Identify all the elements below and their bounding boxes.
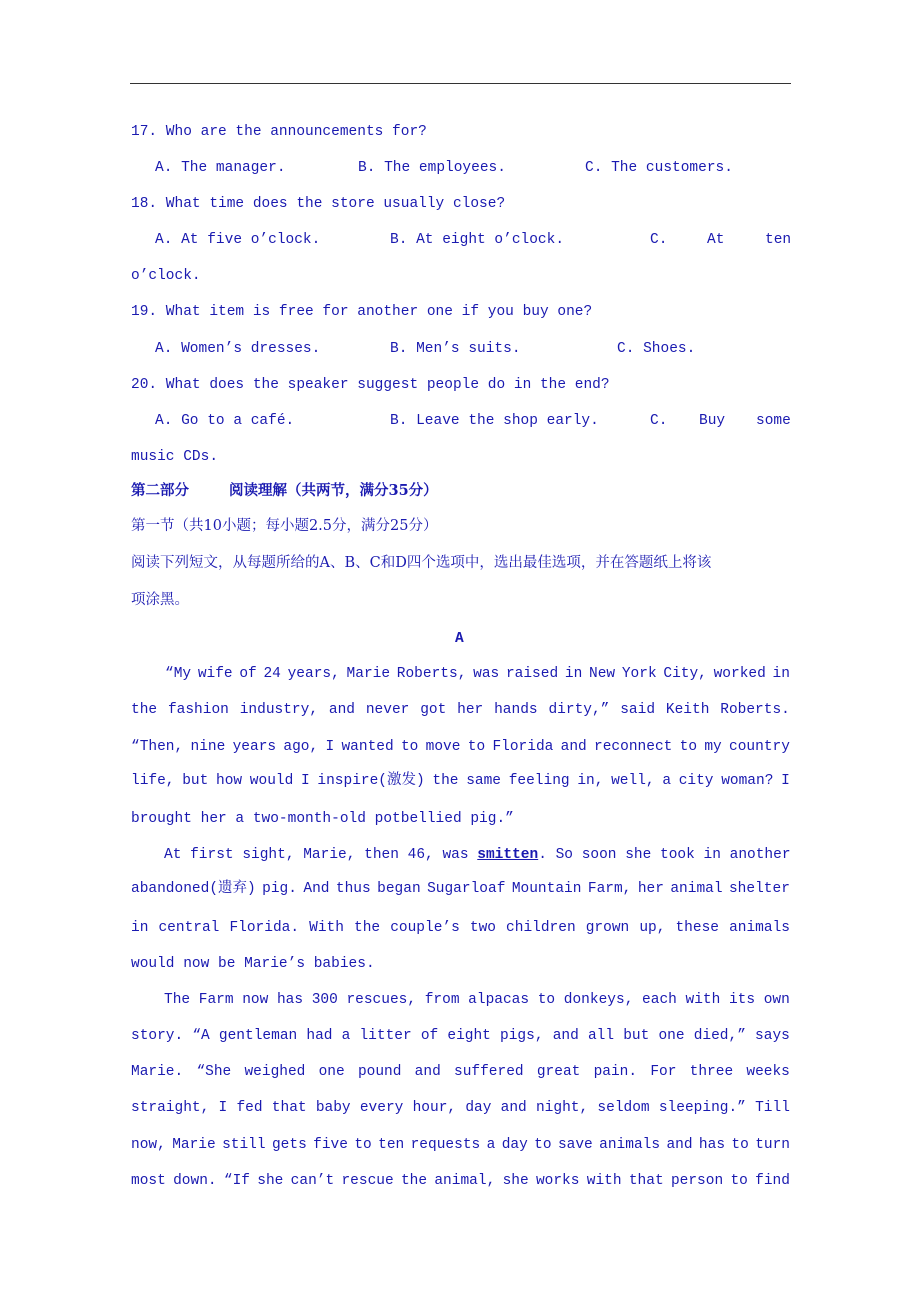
- word: New: [589, 666, 616, 682]
- word: and: [328, 702, 355, 718]
- word: and: [666, 1137, 693, 1153]
- word: wanted: [341, 739, 394, 755]
- question-20-option-c-continued: music CDs.: [131, 449, 219, 465]
- passage-line: [131, 737, 790, 757]
- word: these: [675, 920, 719, 936]
- word: a: [662, 773, 672, 789]
- word: grown: [585, 920, 630, 936]
- word: own: [763, 992, 790, 1008]
- word: baby: [315, 1100, 351, 1116]
- word: animal: [670, 881, 723, 897]
- passage-line: [131, 1171, 790, 1191]
- word: got: [420, 702, 447, 718]
- word: pig.: [262, 881, 297, 897]
- word: three: [689, 1064, 734, 1080]
- part-title: 阅读理解（共两节，满分35分）: [229, 482, 438, 499]
- word: gentleman: [218, 1028, 298, 1044]
- word: pain.: [593, 1064, 638, 1080]
- word: in: [564, 666, 583, 682]
- question-18-option-b: B. At eight o’clock.: [390, 232, 565, 248]
- word: dirty,”: [548, 702, 610, 718]
- word: that: [271, 1100, 307, 1116]
- question-20-option-a: A. Go to a café.: [155, 413, 295, 429]
- word: “My: [165, 666, 192, 682]
- word: works: [535, 1173, 580, 1189]
- passage-line: [131, 771, 790, 791]
- word: Florida.: [229, 920, 300, 936]
- word: I: [218, 1100, 228, 1116]
- word: began: [377, 881, 421, 897]
- word: industry,: [239, 702, 319, 718]
- word: years,: [287, 666, 340, 682]
- word: Roberts.: [720, 702, 790, 718]
- word: five: [313, 1137, 348, 1153]
- word: to: [537, 992, 556, 1008]
- word: thus: [335, 881, 371, 897]
- word: great: [536, 1064, 581, 1080]
- word: seldom: [597, 1100, 650, 1116]
- word: And: [303, 881, 330, 897]
- word: every: [359, 1100, 404, 1116]
- word: raised: [505, 666, 559, 682]
- word: but: [182, 773, 209, 789]
- word: the: [400, 1173, 428, 1189]
- word: turn: [755, 1137, 790, 1153]
- word: straight,: [131, 1100, 210, 1116]
- question-17-option-b: B. The employees.: [358, 160, 506, 176]
- word: to: [354, 1137, 372, 1153]
- question-17-stem: 17. Who are the announcements for?: [131, 124, 427, 140]
- passage-line: [131, 664, 790, 684]
- word: says: [755, 1028, 790, 1044]
- word: hands: [494, 702, 538, 718]
- word: and: [552, 1028, 579, 1044]
- word: City,: [663, 666, 707, 682]
- word: alpacas: [468, 992, 530, 1008]
- word: animal,: [434, 1173, 496, 1189]
- word: rescue: [341, 1173, 394, 1189]
- word: to: [400, 739, 419, 755]
- word: of: [420, 1028, 439, 1044]
- word: find: [755, 1173, 790, 1189]
- question-18-option-c-word1: At: [707, 232, 725, 248]
- word: “Then,: [131, 739, 184, 755]
- word: its: [728, 992, 756, 1008]
- word: 300: [311, 992, 338, 1008]
- word: would: [249, 773, 294, 789]
- word: sleeping.”: [658, 1100, 746, 1116]
- word: person: [670, 1173, 724, 1189]
- instruction-line-2: 项涂黑。: [131, 592, 189, 608]
- word: in: [131, 920, 149, 936]
- word: up,: [639, 920, 666, 936]
- word: now,: [131, 1137, 166, 1153]
- word: with: [586, 1173, 622, 1189]
- word: eight: [447, 1028, 491, 1044]
- word: Mountain: [511, 881, 582, 897]
- word: move: [425, 739, 461, 755]
- word: Farm,: [587, 881, 632, 897]
- word: children: [506, 920, 576, 936]
- passage-text: At first sight, Marie, then 46, was: [164, 847, 469, 863]
- word: in: [772, 666, 790, 682]
- word: hour,: [412, 1100, 457, 1116]
- word: worked: [713, 666, 766, 682]
- word: from: [424, 992, 460, 1008]
- word: life,: [131, 773, 175, 789]
- word: was: [473, 666, 500, 682]
- passage-line: [131, 879, 790, 899]
- question-18-option-c-continued: o’clock.: [131, 268, 201, 284]
- word: Till: [755, 1100, 790, 1116]
- word: Sugarloaf: [427, 881, 506, 897]
- word: I: [781, 773, 790, 789]
- word: to: [467, 739, 486, 755]
- passage-line: [131, 990, 790, 1010]
- word: now: [242, 992, 269, 1008]
- word: animals: [599, 1137, 661, 1153]
- passage-text: . So soon she took in another: [538, 847, 791, 863]
- word: “She: [196, 1064, 232, 1080]
- question-20-option-c-word2: some: [756, 413, 791, 429]
- question-17-option-c: C. The customers.: [585, 160, 733, 176]
- word: her: [637, 881, 664, 897]
- header-rule: [130, 83, 791, 84]
- word: to: [730, 1173, 748, 1189]
- word: weighed: [244, 1064, 306, 1080]
- passage-line: [131, 1062, 790, 1082]
- word: shelter: [728, 881, 790, 897]
- word: a: [341, 1028, 351, 1044]
- word: central: [158, 920, 220, 936]
- word: has: [698, 1137, 726, 1153]
- word: has: [276, 992, 304, 1008]
- question-20-stem: 20. What does the speaker suggest people do in the end?: [131, 377, 610, 393]
- word: the: [131, 702, 158, 718]
- underlined-word: smitten: [477, 847, 539, 863]
- word: she: [502, 1173, 529, 1189]
- passage-line-start: [164, 845, 791, 865]
- word: pound: [357, 1064, 402, 1080]
- question-19-option-a: A. Women’s dresses.: [155, 341, 321, 357]
- word: day: [501, 1137, 528, 1153]
- word: gets: [271, 1137, 307, 1153]
- word: fashion: [167, 702, 229, 718]
- word: “A: [192, 1028, 210, 1044]
- word: fed: [236, 1100, 263, 1116]
- word: For: [650, 1064, 677, 1080]
- question-19-stem: 19. What item is free for another one if you buy one?: [131, 304, 593, 320]
- word: animals: [729, 920, 790, 936]
- word: ten: [378, 1137, 405, 1153]
- word: but: [623, 1028, 650, 1044]
- word: city: [678, 773, 714, 789]
- word: save: [557, 1137, 593, 1153]
- word: how: [216, 773, 243, 789]
- word: one: [658, 1028, 685, 1044]
- word: feeling: [508, 773, 570, 789]
- word: country: [729, 739, 790, 755]
- word: died,”: [693, 1028, 746, 1044]
- question-18-option-a: A. At five o’clock.: [155, 232, 321, 248]
- word: still: [222, 1137, 266, 1153]
- word: With: [309, 920, 344, 936]
- word: wife: [197, 666, 233, 682]
- word: suffered: [454, 1064, 524, 1080]
- part-label: 第二部分: [131, 482, 189, 499]
- word: down.: [173, 1173, 217, 1189]
- word: the: [432, 773, 459, 789]
- question-20-option-b: B. Leave the shop early.: [390, 413, 599, 429]
- word: 24: [263, 666, 281, 682]
- word: couple’s: [390, 920, 460, 936]
- word: weeks: [746, 1064, 790, 1080]
- word: and: [500, 1100, 527, 1116]
- word: my: [704, 739, 722, 755]
- question-18-option-c-word2: ten: [765, 232, 792, 248]
- word: day: [465, 1100, 492, 1116]
- word: most: [131, 1173, 166, 1189]
- word: same: [466, 773, 502, 789]
- passage-line: [131, 1026, 790, 1046]
- subsection-title: 第一节（共10小题；每小题2.5分，满分25分）: [131, 518, 438, 534]
- word: ago,: [283, 739, 319, 755]
- passage-line: brought her a two-month-old potbellied pig.”: [131, 811, 514, 827]
- question-18-stem: 18. What time does the store usually close?: [131, 196, 506, 212]
- passage-line: [131, 1135, 790, 1155]
- word: and: [414, 1064, 441, 1080]
- word: Roberts,: [396, 666, 467, 682]
- word: requests: [410, 1137, 481, 1153]
- word: inspire(激发): [317, 773, 425, 789]
- word: story.: [131, 1028, 184, 1044]
- word: she: [257, 1173, 284, 1189]
- word: woman?: [721, 773, 774, 789]
- word: night,: [535, 1100, 589, 1116]
- word: of: [239, 666, 257, 682]
- word: Keith: [665, 702, 710, 718]
- passage-line: [131, 918, 790, 938]
- passage-line: [131, 1098, 790, 1118]
- word: nine: [190, 739, 226, 755]
- word: Farm: [198, 992, 234, 1008]
- instruction-line-1: 阅读下列短文，从每题所给的A、B、C和D四个选项中，选出最佳选项，并在答题纸上将该: [131, 555, 712, 571]
- word: and: [560, 739, 587, 755]
- question-20-option-c-word1: Buy: [699, 413, 726, 429]
- word: the: [354, 920, 381, 936]
- word: each: [642, 992, 677, 1008]
- passage-heading: A: [455, 631, 464, 647]
- word: I: [325, 739, 335, 755]
- word: York: [621, 666, 657, 682]
- word: had: [306, 1028, 333, 1044]
- word: “If: [223, 1173, 250, 1189]
- question-19-option-c: C. Shoes.: [617, 341, 696, 357]
- word: reconnect: [594, 739, 673, 755]
- passage-line: would now be Marie’s babies.: [131, 956, 375, 972]
- passage-line: [131, 700, 790, 720]
- word: Marie: [346, 666, 391, 682]
- word: in,: [577, 773, 604, 789]
- word: two: [469, 920, 496, 936]
- word: a: [486, 1137, 496, 1153]
- word: I: [301, 773, 310, 789]
- word: can’t: [290, 1173, 335, 1189]
- word: her: [457, 702, 484, 718]
- word: one: [318, 1064, 345, 1080]
- word: Marie: [172, 1137, 216, 1153]
- question-18-option-c-letter: C.: [650, 232, 668, 248]
- word: to: [731, 1137, 749, 1153]
- word: all: [587, 1028, 615, 1044]
- word: said: [620, 702, 656, 718]
- question-17-option-a: A. The manager.: [155, 160, 286, 176]
- word: The: [164, 992, 191, 1008]
- word: rescues,: [346, 992, 417, 1008]
- word: Florida: [492, 739, 554, 755]
- word: pigs,: [500, 1028, 544, 1044]
- word: to: [534, 1137, 552, 1153]
- word: Marie.: [131, 1064, 184, 1080]
- word: donkeys,: [563, 992, 634, 1008]
- word: to: [679, 739, 698, 755]
- word: well,: [611, 773, 655, 789]
- word: with: [685, 992, 721, 1008]
- word: litter: [359, 1028, 412, 1044]
- question-19-option-b: B. Men’s suits.: [390, 341, 521, 357]
- word: years: [232, 739, 277, 755]
- word: abandoned(遗弃): [131, 881, 256, 897]
- word: that: [628, 1173, 664, 1189]
- word: never: [365, 702, 410, 718]
- question-20-option-c-letter: C.: [650, 413, 668, 429]
